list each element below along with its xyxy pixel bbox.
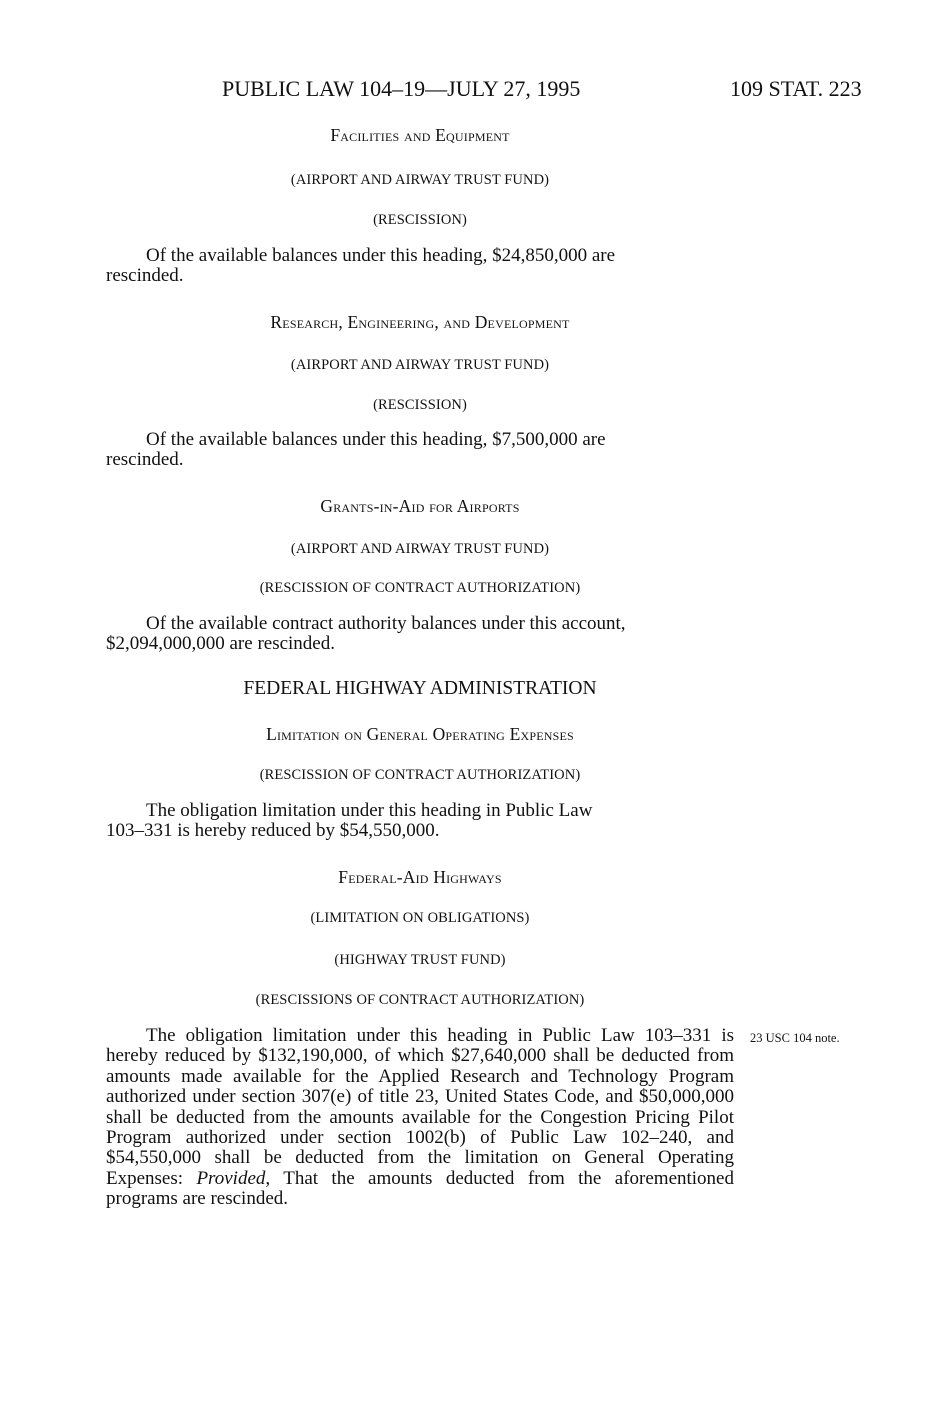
fund-label: (AIRPORT AND AIRWAY TRUST FUND) (290, 541, 550, 557)
rescission-label: (RESCISSIONS OF CONTRACT AUTHORIZATION) (255, 992, 585, 1008)
fund-label: (AIRPORT AND AIRWAY TRUST FUND) (290, 172, 550, 188)
heading-research-engineering-development: Research, Engineering, and Development (270, 312, 570, 332)
heading-limitation-on-general-operating-expenses: Limitation on General Operating Expenses (266, 724, 574, 744)
fund-label: (AIRPORT AND AIRWAY TRUST FUND) (290, 357, 550, 373)
paragraph-line: The obligation limitation under this heading in Public Law (146, 800, 593, 821)
paragraph-facilities (106, 246, 734, 287)
paragraph-line: rescinded. (106, 265, 184, 287)
agency-heading: FEDERAL HIGHWAY ADMINISTRATION (243, 678, 597, 699)
paragraph-line: 103–331 is hereby reduced by $54,550,000. (106, 820, 440, 842)
paragraph-line: Of the available balances under this heading, $7,500,000 are (146, 429, 606, 450)
fund-label: (HIGHWAY TRUST FUND) (334, 952, 506, 968)
rescission-label: (RESCISSION) (373, 212, 467, 228)
paragraph-research (106, 430, 734, 471)
limitation-label: (LIMITATION ON OBLIGATIONS) (310, 910, 530, 926)
paragraph-federal-aid (106, 1026, 734, 1210)
rescission-label: (RESCISSION OF CONTRACT AUTHORIZATION) (259, 580, 581, 596)
margin-note: 23 USC 104 note. (750, 1031, 840, 1045)
paragraph-fhwa (106, 801, 734, 842)
heading-facilities-and-equipment: Facilities and Equipment (330, 125, 510, 145)
paragraph-text: The obligation limitation under this heading in Public Law 103–331 is hereby reduced by $132,190,000, of which $27,640,000 shall be deducted from amounts made available for the Applied Research and Technology Program authorized under section 307(e) of title 23, United States Code, and $50,000,000 shall be deducted from the amounts available for the Congestion Pricing Pilot Program authorized under section 1002(b) of Public Law 102–240, and $54,550,000 shall be deducted from the limitation on General Operating Expenses: (106, 1025, 734, 1189)
heading-grants-in-aid-for-airports: Grants-in-Aid for Airports (320, 496, 520, 516)
proviso-term: Provided, (196, 1167, 271, 1189)
paragraph-line: rescinded. (106, 449, 184, 471)
paragraph-grants (106, 614, 734, 655)
rescission-label: (RESCISSION) (373, 397, 467, 413)
heading-federal-aid-highways: Federal-Aid Highways (338, 867, 502, 887)
paragraph-text: That the amounts deducted from the aforementioned programs are rescinded. (106, 1167, 734, 1210)
paragraph-line: Of the available balances under this heading, $24,850,000 are (146, 245, 616, 266)
paragraph-line: $2,094,000,000 are rescinded. (106, 633, 335, 655)
paragraph-line: Of the available contract authority balances under this account, (146, 613, 626, 634)
rescission-label: (RESCISSION OF CONTRACT AUTHORIZATION) (259, 767, 581, 783)
statute-page-number: 109 STAT. 223 (730, 76, 862, 101)
running-head-title: PUBLIC LAW 104–19—JULY 27, 1995 (222, 76, 581, 101)
